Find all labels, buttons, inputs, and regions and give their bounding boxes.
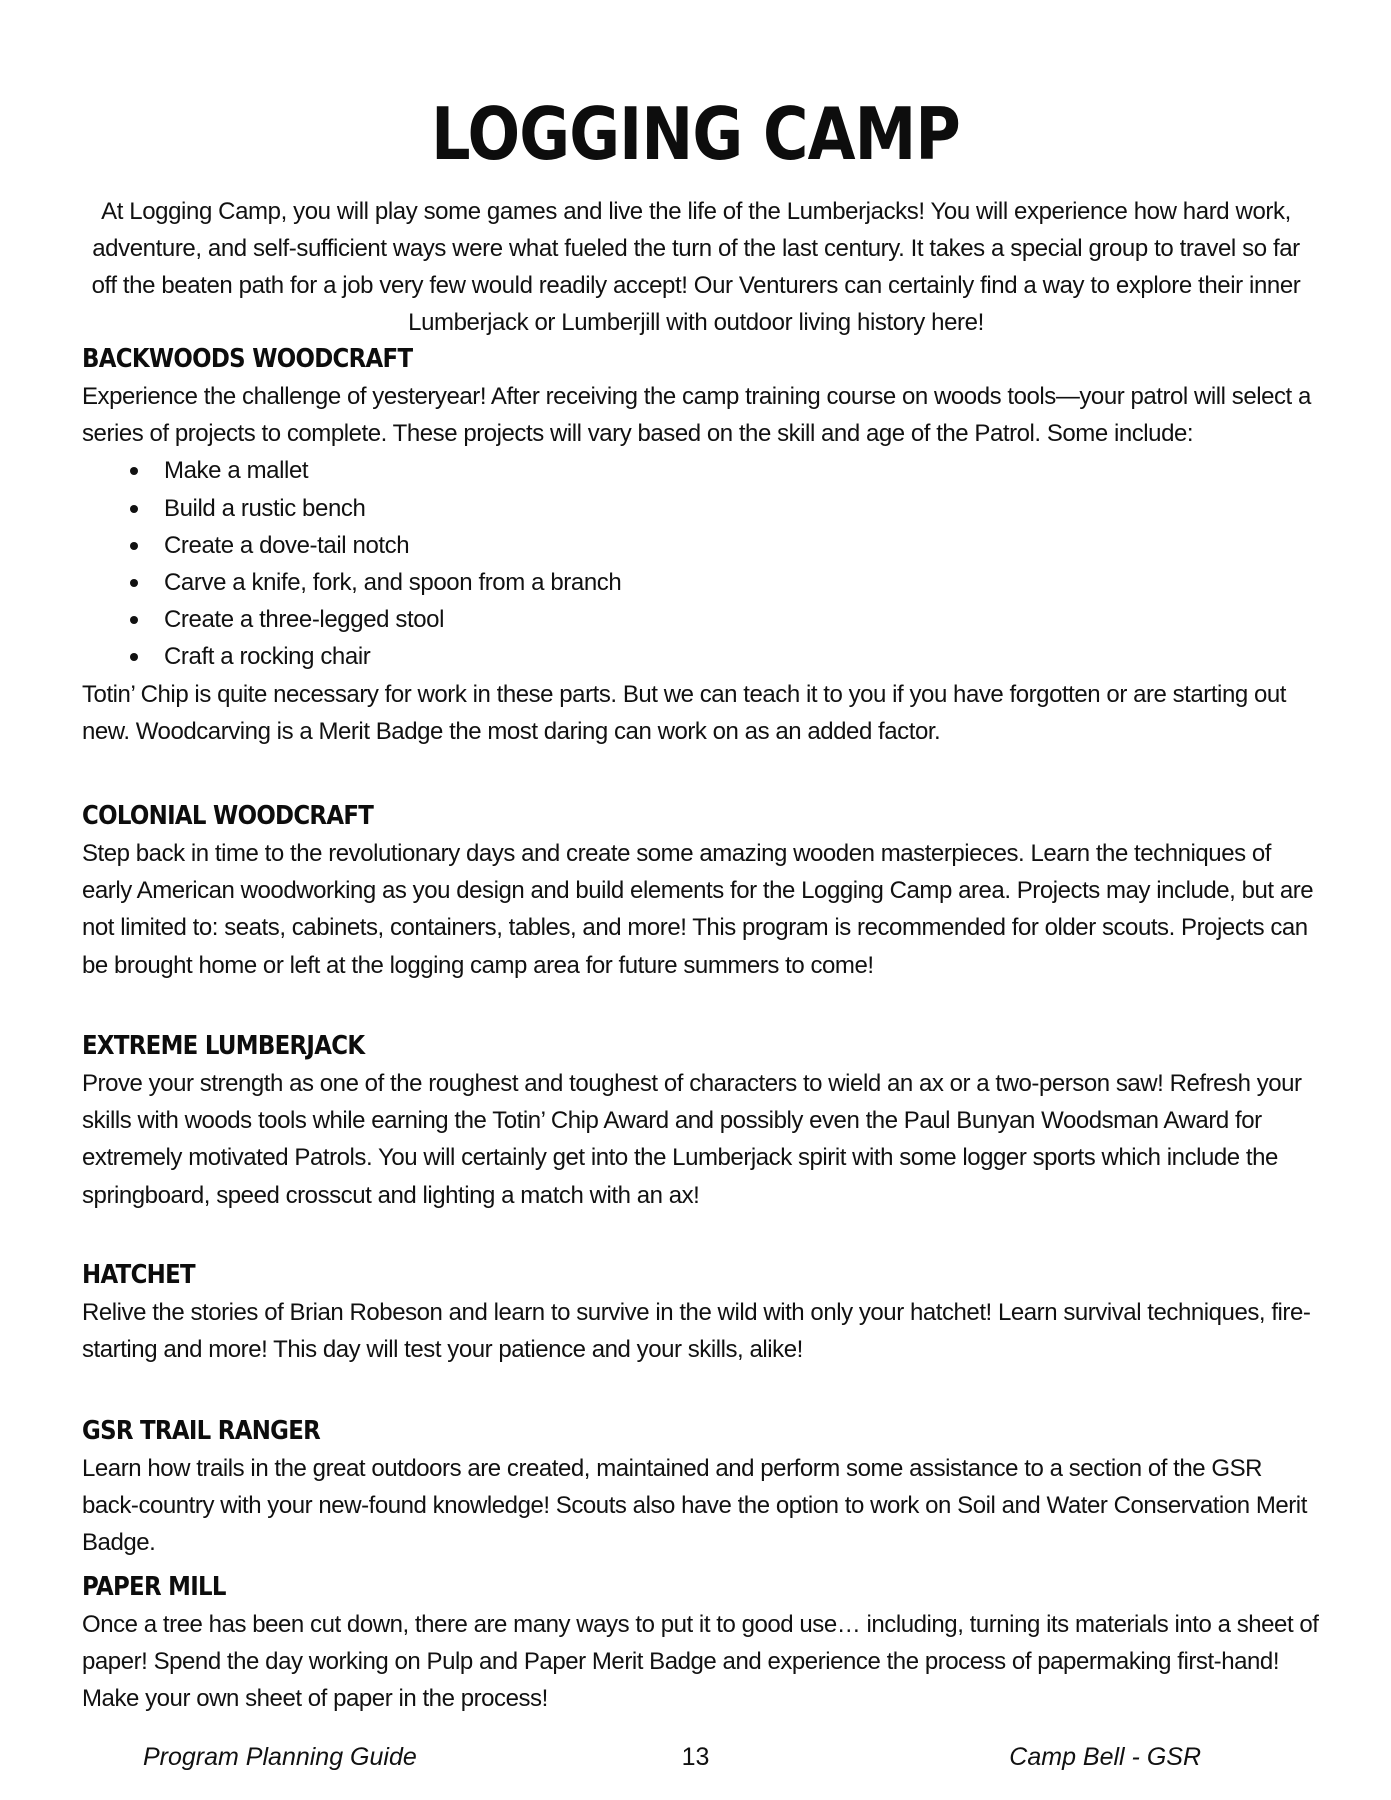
page-title: LOGGING CAMP bbox=[431, 92, 960, 176]
footer-page-number: 13 bbox=[681, 1743, 710, 1771]
project-list bbox=[82, 452, 1322, 675]
section-heading: PAPER MILL bbox=[82, 1572, 226, 1602]
list-item bbox=[82, 490, 1322, 527]
section-extreme-lumberjack bbox=[82, 1027, 1322, 1214]
section-heading: GSR TRAIL RANGER bbox=[82, 1416, 321, 1446]
section-body: Step back in time to the revolutionary days and create some amazing wooden masterpieces. Learn the techniques of early American woodworking as you design and build elements for the Logging Camp area. Projects may include, but are not limited to: seats, cabinets, containers, tables, and more! This program is recommended for older scouts. Projects can be brought home or left at the logging camp area for future summers to come! bbox=[82, 840, 1314, 979]
section-body: Prove your strength as one of the roughest and toughest of characters to wield an ax or a two-person saw! Refresh your skills with woods tools while earning the Totin’ Chip Award and possibly even the Paul Bunyan Woodsman Award for extremely motivated Patrols. You will certainly get into the Lumberjack spirit with some logger sports which include the springboard, speed crosscut and lighting a match with an ax! bbox=[82, 1070, 1302, 1209]
bullet-icon bbox=[130, 467, 138, 475]
section-heading: HATCHET bbox=[82, 1260, 195, 1290]
section-body: Once a tree has been cut down, there are many ways to put it to good use… including, turning its materials into a sheet of paper! Spend the day working on Pulp and Paper Merit Badge and experience the process of papermaking first-hand! Make your own sheet of paper in the process! bbox=[82, 1611, 1319, 1713]
list-item-text: Craft a rocking chair bbox=[164, 643, 371, 671]
list-item-text: Carve a knife, fork, and spoon from a branch bbox=[164, 569, 622, 597]
list-item bbox=[82, 527, 1322, 564]
list-item bbox=[82, 564, 1322, 601]
list-item bbox=[82, 601, 1322, 638]
section-body: Experience the challenge of yesteryear! After receiving the camp training course on woods tools—your patrol will select a series of projects to complete. These projects will vary based on the skill and age of the Patrol. Some include: bbox=[82, 383, 1311, 448]
list-item-text: Create a dove-tail notch bbox=[164, 531, 410, 559]
section-heading: BACKWOODS WOODCRAFT bbox=[82, 344, 413, 374]
section-body: Learn how trails in the great outdoors are created, maintained and perform some assistance to a section of the GSR back-country with your new-found knowledge! Scouts also have the option to work on Soil and Water Conservation Merit Badge. bbox=[82, 1455, 1307, 1557]
list-item-text: Build a rustic bench bbox=[164, 494, 366, 522]
section-colonial-woodcraft bbox=[82, 797, 1322, 984]
footer-camp-name: Camp Bell - GSR bbox=[1009, 1743, 1201, 1771]
section-hatchet bbox=[82, 1256, 1322, 1368]
list-item bbox=[82, 638, 1322, 675]
section-backwoods-woodcraft bbox=[82, 340, 1322, 750]
section-heading: EXTREME LUMBERJACK bbox=[82, 1031, 365, 1061]
intro-paragraph: At Logging Camp, you will play some games and live the life of the Lumberjacks! You will experience how hard work, adventure, and self-sufficient ways were what fueled the turn of the last century. It takes a special group to travel so far off the beaten path for a job very few would readily accept! Our Venturers can certainly find a way to explore their inner Lumberjack or Lumberjill with outdoor living history here! bbox=[91, 198, 1301, 336]
section-heading: COLONIAL WOODCRAFT bbox=[82, 801, 374, 831]
bullet-icon bbox=[130, 653, 138, 661]
list-item bbox=[82, 452, 1322, 489]
section-gsr-trail-ranger bbox=[82, 1412, 1322, 1562]
bullet-icon bbox=[130, 579, 138, 587]
section-paper-mill bbox=[82, 1568, 1322, 1718]
footer-guide-title: Program Planning Guide bbox=[143, 1743, 417, 1771]
list-item-text: Create a three-legged stool bbox=[164, 606, 445, 634]
bullet-icon bbox=[130, 505, 138, 513]
section-body: Relive the stories of Brian Robeson and learn to survive in the wild with only your hatchet! Learn survival techniques, fire-starting and more! This day will test your patience and your skills, alike! bbox=[82, 1299, 1311, 1364]
section-footnote: Totin’ Chip is quite necessary for work in these parts. But we can teach it to you if you have forgotten or are starting out new. Woodcarving is a Merit Badge the most daring can work on as an added factor. bbox=[82, 680, 1286, 745]
bullet-icon bbox=[130, 616, 138, 624]
list-item-text: Make a mallet bbox=[164, 457, 309, 485]
bullet-icon bbox=[130, 542, 138, 550]
